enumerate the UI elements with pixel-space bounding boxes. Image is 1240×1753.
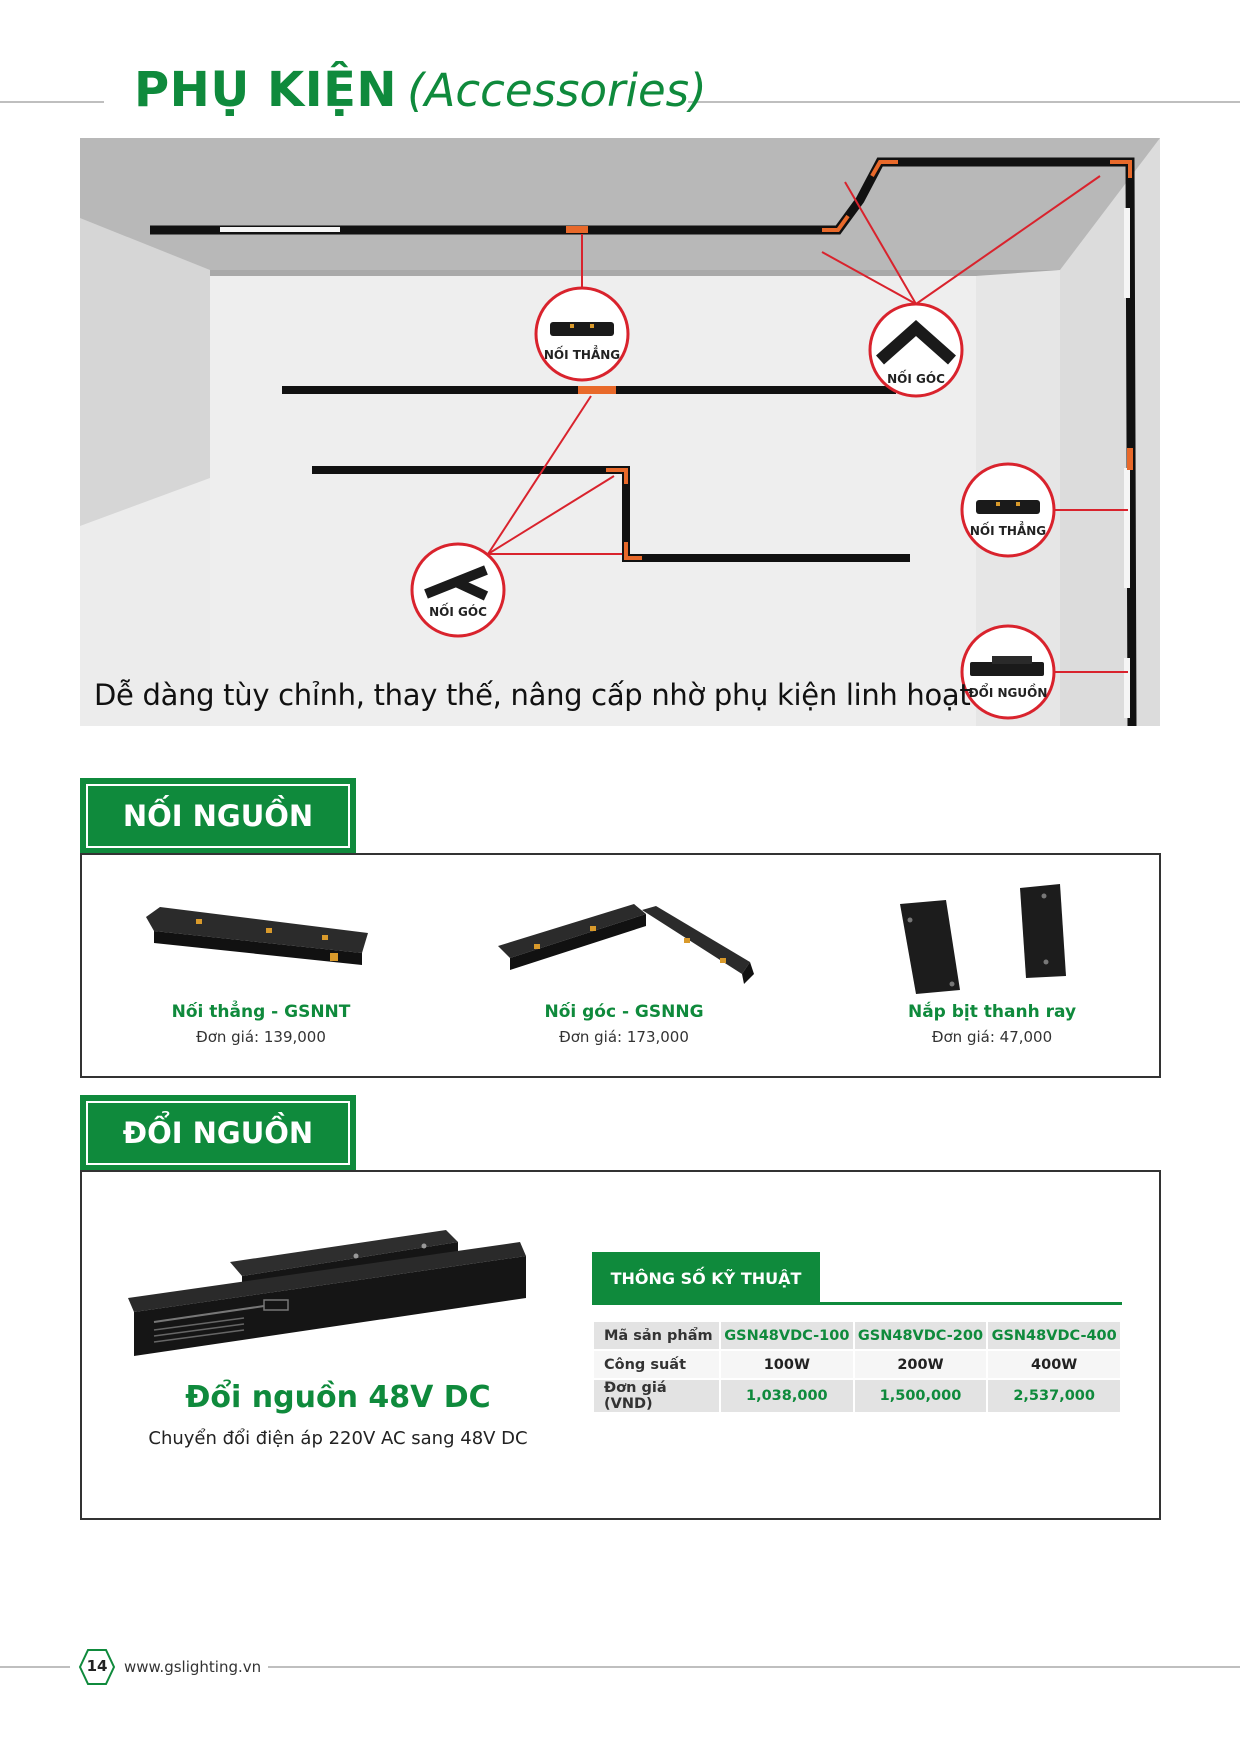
page-title-main: PHỤ KIỆN [134, 62, 398, 118]
title-rule-right [688, 101, 1240, 103]
footer-rule-left [0, 1666, 70, 1668]
spec-heading-rule [592, 1302, 1122, 1305]
spec-table [592, 1320, 1122, 1414]
hero-label-noi-thang-right: NỐI THẲNG [969, 524, 1047, 538]
section-title-doi-nguon: ĐỔI NGUỒN [122, 1116, 314, 1150]
power-supply-description: Chuyển đổi điện áp 220V AC sang 48V DC [148, 1428, 528, 1449]
spec-row-label: Mã sản phẩm [593, 1321, 720, 1350]
section-tab-doi-nguon [80, 1095, 356, 1171]
hero-label-noi-thang-top: NỐI THẲNG [543, 348, 621, 362]
spec-cell: 400W [987, 1350, 1121, 1379]
product-end-cap [908, 1002, 1076, 1046]
power-supply-title: Đổi nguồn 48V DC [185, 1380, 491, 1415]
product-straight-connector [172, 1002, 351, 1046]
hero-illustration [80, 138, 1160, 726]
page-number: 14 [86, 1657, 108, 1675]
spec-cell: GSN48VDC-400 [987, 1321, 1121, 1350]
corner-connector-image [494, 896, 758, 988]
hero-label-doi-nguon: ĐỔI NGUỒN [968, 686, 1048, 700]
spec-cell: 100W [720, 1350, 854, 1379]
spec-row-label: Công suất [593, 1350, 720, 1379]
product-price: Đơn giá: 173,000 [559, 1028, 689, 1046]
spec-heading [592, 1252, 820, 1304]
title-rule-left [0, 101, 104, 103]
product-name: Nắp bịt thanh ray [907, 1002, 1077, 1022]
section-title-noi-nguon: NỐI NGUỒN [122, 799, 314, 833]
section-tab-noi-nguon [80, 778, 356, 854]
spec-cell: 1,500,000 [854, 1379, 988, 1413]
spec-cell: GSN48VDC-200 [854, 1321, 988, 1350]
spec-cell: 1,038,000 [720, 1379, 854, 1413]
hero-label-noi-goc-bottom: NỐI GÓC [429, 605, 487, 619]
product-corner-connector [544, 1002, 703, 1046]
product-price: Đơn giá: 47,000 [931, 1028, 1053, 1046]
spec-row-label: Đơn giá (VND) [593, 1379, 720, 1413]
hero-caption: Dễ dàng tùy chỉnh, thay thế, nâng cấp nhờ phụ kiện linh hoạt [94, 678, 971, 712]
page-title-sub: (Accessories) [407, 64, 707, 117]
spec-cell: 200W [854, 1350, 988, 1379]
spec-cell: 2,537,000 [987, 1379, 1121, 1413]
spec-cell: GSN48VDC-100 [720, 1321, 854, 1350]
table-row [593, 1350, 1121, 1379]
footer-rule-right [268, 1666, 1240, 1668]
spec-heading-label: THÔNG SỐ KỸ THUẬT [610, 1268, 802, 1288]
table-row [593, 1321, 1121, 1350]
table-row [593, 1379, 1121, 1413]
end-cap-image [896, 880, 1076, 996]
page-title [134, 62, 707, 126]
power-supply-image [124, 1226, 528, 1360]
product-price: Đơn giá: 139,000 [196, 1028, 326, 1046]
footer-url[interactable]: www.gslighting.vn [124, 1658, 262, 1676]
product-name: Nối thẳng - GSNNT [171, 1002, 351, 1022]
straight-connector-image [140, 895, 376, 975]
hero-scene-drawing [80, 138, 1160, 726]
hero-label-noi-goc-top: NỐI GÓC [887, 372, 945, 386]
product-name: Nối góc - GSNNG [544, 1002, 704, 1022]
